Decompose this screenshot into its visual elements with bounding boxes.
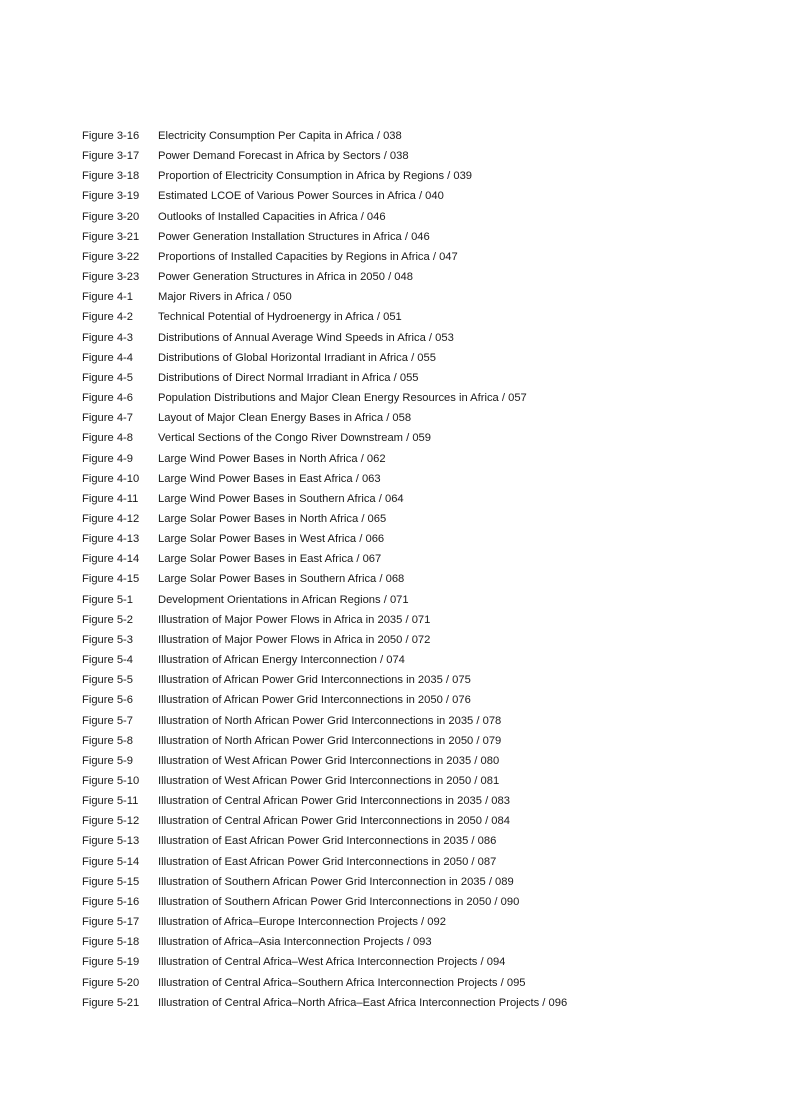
figure-number: Figure 4-15 xyxy=(82,573,140,586)
list-item xyxy=(82,207,762,227)
figure-caption: Development Orientations in African Regions / 071 xyxy=(158,593,409,606)
list-item xyxy=(82,469,762,489)
list-item xyxy=(82,449,762,469)
figure-caption: Illustration of Central Africa–Southern Africa Interconnection Projects / 095 xyxy=(158,976,526,989)
figure-caption: Electricity Consumption Per Capita in Africa / 038 xyxy=(158,130,402,142)
list-item xyxy=(82,731,762,751)
figure-number: Figure 5-12 xyxy=(82,815,140,828)
figure-number: Figure 5-3 xyxy=(82,633,133,646)
figure-caption: Power Demand Forecast in Africa by Sectors / 038 xyxy=(158,150,409,163)
list-item xyxy=(82,650,762,670)
figure-number: Figure 4-4 xyxy=(82,351,133,364)
list-item xyxy=(82,811,762,831)
figure-number: Figure 5-14 xyxy=(82,855,140,868)
list-item xyxy=(82,892,762,912)
list-item xyxy=(82,690,762,710)
figure-caption: Large Solar Power Bases in Southern Africa / 068 xyxy=(158,573,405,586)
list-item xyxy=(82,428,762,448)
list-item xyxy=(82,549,762,569)
figure-number: Figure 4-13 xyxy=(82,533,140,546)
figure-number: Figure 5-5 xyxy=(82,674,133,687)
figure-caption: Layout of Major Clean Energy Bases in Africa / 058 xyxy=(158,412,412,425)
list-item xyxy=(82,509,762,529)
figure-number: Figure 5-19 xyxy=(82,956,140,969)
figure-number: Figure 5-18 xyxy=(82,936,140,949)
figure-caption: Large Wind Power Bases in East Africa / 063 xyxy=(158,472,381,485)
figure-number: Figure 5-6 xyxy=(82,694,133,707)
figure-caption: Large Wind Power Bases in North Africa / 062 xyxy=(158,452,386,465)
figure-caption: Population Distributions and Major Clean Energy Resources in Africa / 057 xyxy=(158,392,527,405)
list-item xyxy=(82,912,762,932)
figure-caption: Major Rivers in Africa / 050 xyxy=(158,291,292,304)
figure-number: Figure 5-4 xyxy=(82,654,133,667)
list-item xyxy=(82,791,762,811)
list-item xyxy=(82,227,762,247)
figure-caption: Vertical Sections of the Congo River Downstream / 059 xyxy=(158,432,431,445)
figure-number: Figure 5-11 xyxy=(82,795,139,808)
list-item xyxy=(82,388,762,408)
figure-number: Figure 3-19 xyxy=(82,190,140,203)
figure-caption: Illustration of Africa–Asia Interconnection Projects / 093 xyxy=(158,936,432,949)
figure-number: Figure 5-10 xyxy=(82,775,140,787)
figure-caption: Illustration of East African Power Grid Interconnections in 2035 / 086 xyxy=(158,835,497,848)
figure-number: Figure 4-12 xyxy=(82,512,140,525)
figure-caption: Illustration of West African Power Grid Interconnections in 2035 / 080 xyxy=(158,754,500,767)
figure-caption: Outlooks of Installed Capacities in Africa / 046 xyxy=(158,210,386,223)
figure-caption: Proportions of Installed Capacities by Regions in Africa / 047 xyxy=(158,250,458,263)
figure-number: Figure 5-13 xyxy=(82,835,140,848)
list-item xyxy=(82,630,762,650)
figure-number: Figure 5-20 xyxy=(82,976,140,989)
list-item xyxy=(82,126,762,146)
figure-number: Figure 3-20 xyxy=(82,210,140,223)
figure-number: Figure 4-10 xyxy=(82,472,140,485)
figure-caption: Illustration of Central Africa–North Africa–East Africa Interconnection Projects / 096 xyxy=(158,996,568,1009)
figure-number: Figure 5-16 xyxy=(82,895,140,908)
figure-caption: Illustration of African Power Grid Interconnections in 2035 / 075 xyxy=(158,674,471,687)
figure-caption: Illustration of Southern African Power Grid Interconnection in 2035 / 089 xyxy=(158,875,514,888)
figure-number: Figure 4-3 xyxy=(82,331,133,344)
figure-number: Figure 5-17 xyxy=(82,916,140,929)
list-of-figures xyxy=(82,126,762,1013)
figure-number: Figure 3-23 xyxy=(82,271,140,284)
figure-caption: Illustration of African Energy Interconnection / 074 xyxy=(158,654,405,667)
figure-number: Figure 4-6 xyxy=(82,392,133,405)
figure-number: Figure 4-14 xyxy=(82,553,140,566)
figure-caption: Illustration of Major Power Flows in Africa in 2035 / 071 xyxy=(158,613,431,626)
figure-caption: Illustration of North African Power Grid Interconnections in 2050 / 079 xyxy=(158,734,502,747)
figure-caption: Large Solar Power Bases in West Africa / 066 xyxy=(158,533,385,546)
figure-number: Figure 4-11 xyxy=(82,492,139,505)
figure-caption: Illustration of North African Power Grid Interconnections in 2035 / 078 xyxy=(158,714,502,727)
figure-caption: Illustration of West African Power Grid Interconnections in 2050 / 081 xyxy=(158,775,500,787)
figure-number: Figure 4-9 xyxy=(82,452,133,465)
list-item xyxy=(82,489,762,509)
list-item xyxy=(82,973,762,993)
figure-number: Figure 5-8 xyxy=(82,734,133,747)
figure-caption: Power Generation Structures in Africa in 2050 / 048 xyxy=(158,271,413,284)
list-item xyxy=(82,932,762,952)
figure-caption: Power Generation Installation Structures in Africa / 046 xyxy=(158,230,430,243)
list-item xyxy=(82,247,762,267)
figure-caption: Large Solar Power Bases in North Africa / 065 xyxy=(158,512,387,525)
figure-caption: Illustration of East African Power Grid Interconnections in 2050 / 087 xyxy=(158,855,497,868)
figure-number: Figure 5-21 xyxy=(82,996,140,1009)
list-item xyxy=(82,831,762,851)
figure-number: Figure 5-1 xyxy=(82,593,133,606)
list-item xyxy=(82,590,762,610)
figure-number: Figure 3-16 xyxy=(82,130,140,142)
figure-number: Figure 4-2 xyxy=(82,311,133,324)
list-item xyxy=(82,852,762,872)
figure-caption: Illustration of African Power Grid Interconnections in 2050 / 076 xyxy=(158,694,471,707)
list-item xyxy=(82,307,762,327)
figure-number: Figure 5-15 xyxy=(82,875,140,888)
figure-number: Figure 3-18 xyxy=(82,170,140,183)
list-item xyxy=(82,368,762,388)
figure-caption: Illustration of Southern African Power Grid Interconnections in 2050 / 090 xyxy=(158,895,520,908)
figure-number: Figure 4-1 xyxy=(82,291,133,304)
list-item xyxy=(82,146,762,166)
figure-caption: Illustration of Central African Power Grid Interconnections in 2050 / 084 xyxy=(158,815,510,828)
list-item xyxy=(82,267,762,287)
figure-caption: Illustration of Central African Power Grid Interconnections in 2035 / 083 xyxy=(158,795,510,808)
figure-caption: Technical Potential of Hydroenergy in Africa / 051 xyxy=(158,311,402,324)
list-item xyxy=(82,872,762,892)
list-item xyxy=(82,328,762,348)
figure-caption: Large Solar Power Bases in East Africa / 067 xyxy=(158,553,382,566)
list-item xyxy=(82,287,762,307)
figure-number: Figure 3-21 xyxy=(82,230,140,243)
figure-caption: Distributions of Global Horizontal Irradiant in Africa / 055 xyxy=(158,351,436,364)
list-item xyxy=(82,166,762,186)
figure-number: Figure 3-17 xyxy=(82,150,140,163)
figure-caption: Distributions of Direct Normal Irradiant in Africa / 055 xyxy=(158,371,419,384)
list-item xyxy=(82,993,762,1013)
list-item xyxy=(82,529,762,549)
list-item xyxy=(82,348,762,368)
figure-caption: Distributions of Annual Average Wind Speeds in Africa / 053 xyxy=(158,331,454,344)
figure-number: Figure 4-8 xyxy=(82,432,133,445)
figure-number: Figure 5-2 xyxy=(82,613,133,626)
list-item xyxy=(82,569,762,589)
figure-number: Figure 4-7 xyxy=(82,412,133,425)
list-item xyxy=(82,408,762,428)
list-item xyxy=(82,610,762,630)
figure-caption: Large Wind Power Bases in Southern Africa / 064 xyxy=(158,492,404,505)
list-item xyxy=(82,952,762,972)
list-item xyxy=(82,771,762,791)
figure-caption: Illustration of Major Power Flows in Africa in 2050 / 072 xyxy=(158,633,431,646)
list-item xyxy=(82,711,762,731)
figure-number: Figure 4-5 xyxy=(82,371,133,384)
figure-caption: Proportion of Electricity Consumption in Africa by Regions / 039 xyxy=(158,170,473,183)
list-item xyxy=(82,186,762,206)
figure-caption: Illustration of Central Africa–West Africa Interconnection Projects / 094 xyxy=(158,956,506,969)
list-item xyxy=(82,751,762,771)
list-item xyxy=(82,670,762,690)
figure-number: Figure 5-9 xyxy=(82,754,133,767)
figure-number: Figure 3-22 xyxy=(82,250,140,263)
figure-caption: Estimated LCOE of Various Power Sources in Africa / 040 xyxy=(158,190,444,203)
figure-caption: Illustration of Africa–Europe Interconnection Projects / 092 xyxy=(158,916,446,929)
figure-number: Figure 5-7 xyxy=(82,714,133,727)
